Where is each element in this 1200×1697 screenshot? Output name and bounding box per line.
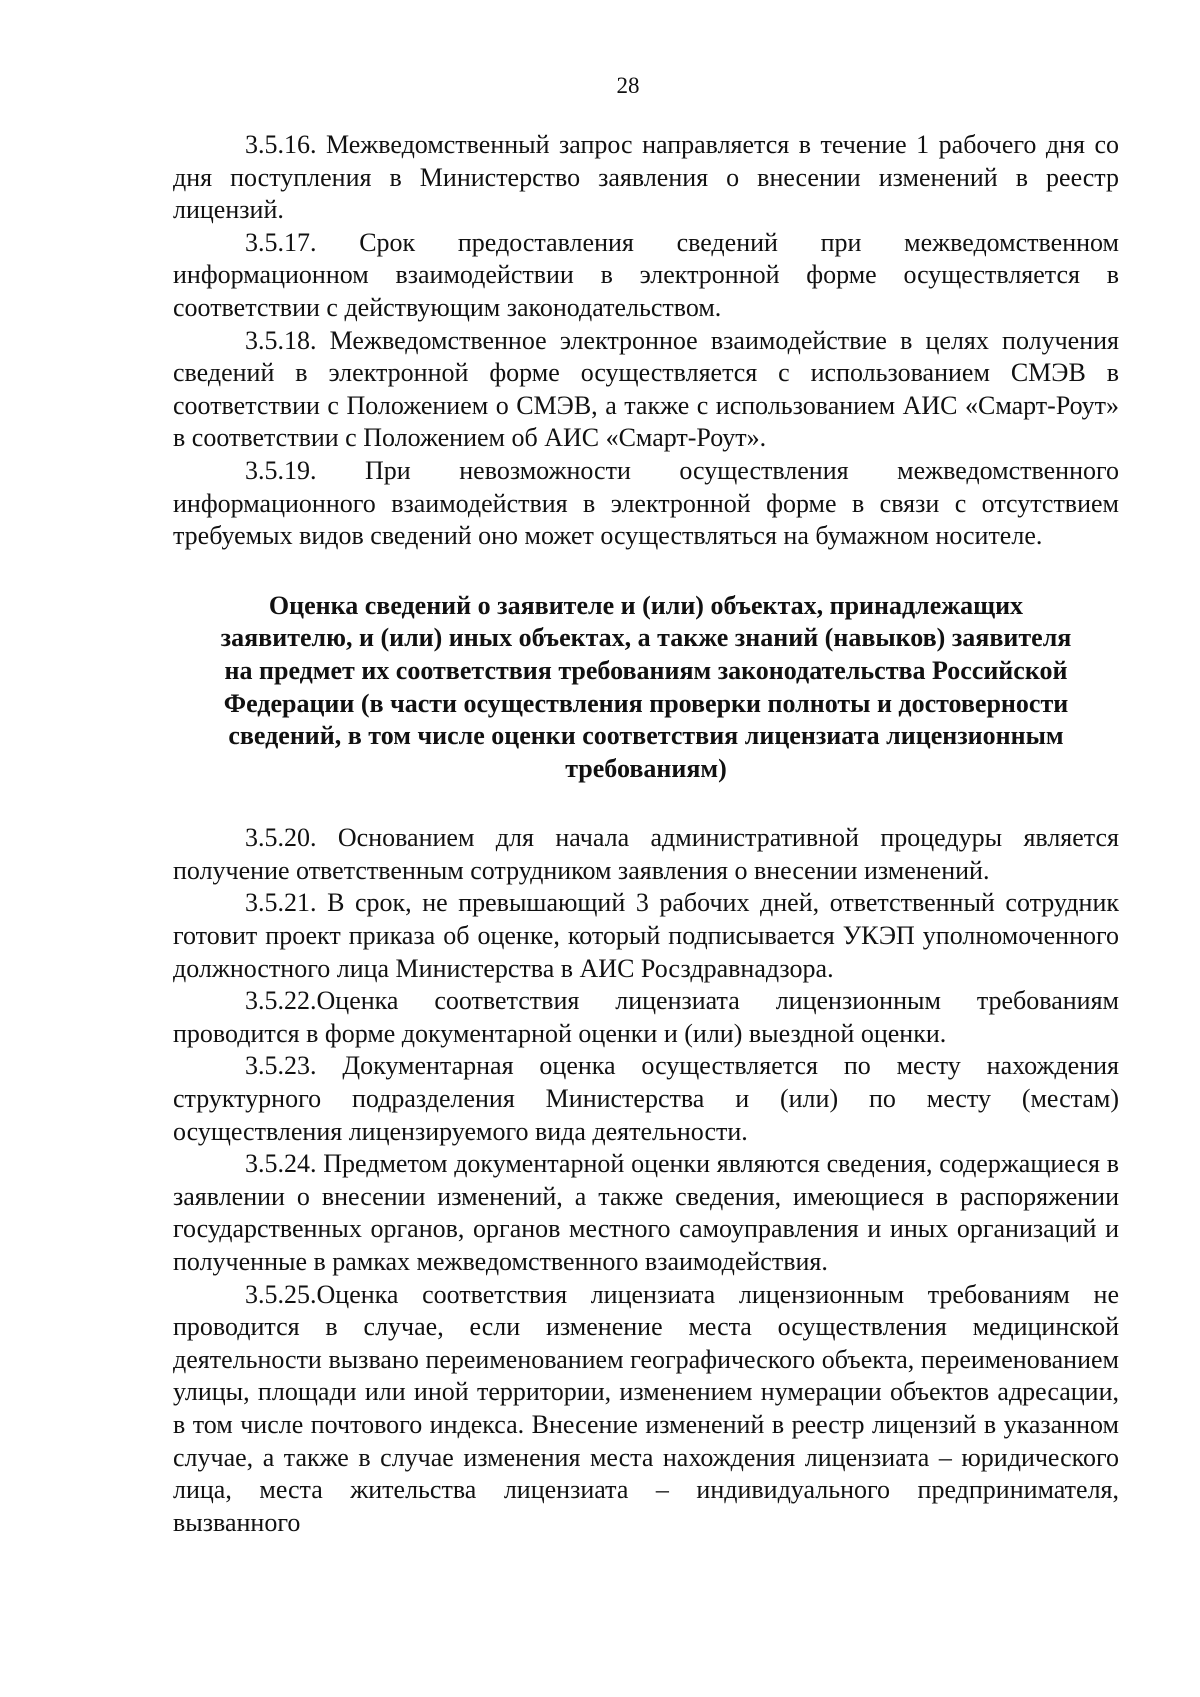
- heading-line: на предмет их соответствия требованиям законодательства Российской: [224, 655, 1068, 685]
- heading-line: Оценка сведений о заявителе и (или) объектах, принадлежащих: [268, 590, 1024, 620]
- paragraph-3-5-19: 3.5.19. При невозможности осуществления межведомственного информационного взаимодействия в электронной форме в связи с отсутствием требуемых видов сведений оно может осуществляться на бумажном носителе.: [173, 455, 1119, 551]
- heading-line: заявителю, и (или) иных объектах, а также знаний (навыков) заявителя: [220, 623, 1072, 653]
- heading-line: требованиям): [565, 753, 727, 783]
- paragraph-3-5-16: 3.5.16. Межведомственный запрос направляется в течение 1 рабочего дня со дня поступления в Министерство заявления о внесении изменений в реестр лицензий.: [173, 130, 1119, 225]
- paragraph-3-5-24: 3.5.24. Предметом документарной оценки являются сведения, содержащиеся в заявлении о внесении изменений, а также сведения, имеющиеся в распоряжении государственных органов, органов местного самоуправления и иных организаций и полученные в рамках межведомственного взаимодействия.: [173, 1149, 1119, 1276]
- paragraph-3-5-21: 3.5.21. В срок, не превышающий 3 рабочих дней, ответственный сотрудник готовит проект приказа об оценке, который подписывается УКЭП уполномоченного должностного лица Министерства в АИС Росздравнадзора.: [173, 888, 1119, 983]
- paragraph-3-5-23: 3.5.23. Документарная оценка осуществляется по месту нахождения структурного подразделения Министерства и (или) по месту (местам) осуществления лицензируемого вида деятельности.: [173, 1051, 1119, 1146]
- paragraph-3-5-25: 3.5.25.Оценка соответствия лицензиата лицензионным требованиям не проводится в случае, если изменение места осуществления медицинской деятельности вызвано переименованием географического объекта, переименованием улицы, площади или иной территории, изменением нумерации объектов адресации, в том числе почтового индекса. Внесение изменений в реестр лицензий в указанном случае, а также в случае изменения места нахождения лицензиата – юридического лица, места жительства лицензиата – индивидуального предпринимателя, вызванного: [173, 1279, 1119, 1537]
- heading-line: Федерации (в части осуществления проверки полноты и достоверности: [223, 688, 1069, 718]
- heading-line: сведений, в том числе оценки соответствия лицензиата лицензионным: [228, 721, 1064, 751]
- paragraph-3-5-20: 3.5.20. Основанием для начала административной процедуры является получение ответственным сотрудником заявления о внесении изменений.: [173, 823, 1119, 885]
- document-body: [173, 129, 1119, 1539]
- paragraph-3-5-22: 3.5.22.Оценка соответствия лицензиата лицензионным требованиям проводится в форме документарной оценки и (или) выездной оценки.: [173, 986, 1119, 1048]
- paragraph-3-5-18: 3.5.18. Межведомственное электронное взаимодействие в целях получения сведений в электронной форме осуществляется с использованием СМЭВ в соответствии с Положением о СМЭВ, а также с использованием АИС «Смарт-Роут» в соответствии с Положением об АИС «Смарт-Роут».: [173, 325, 1119, 453]
- section-heading: [173, 590, 1119, 786]
- paragraph-3-5-17: 3.5.17. Срок предоставления сведений при межведомственном информационном взаимодействии в электронной форме осуществляется в соответствии с действующим законодательством.: [173, 227, 1119, 322]
- page-number: 28: [616, 73, 640, 98]
